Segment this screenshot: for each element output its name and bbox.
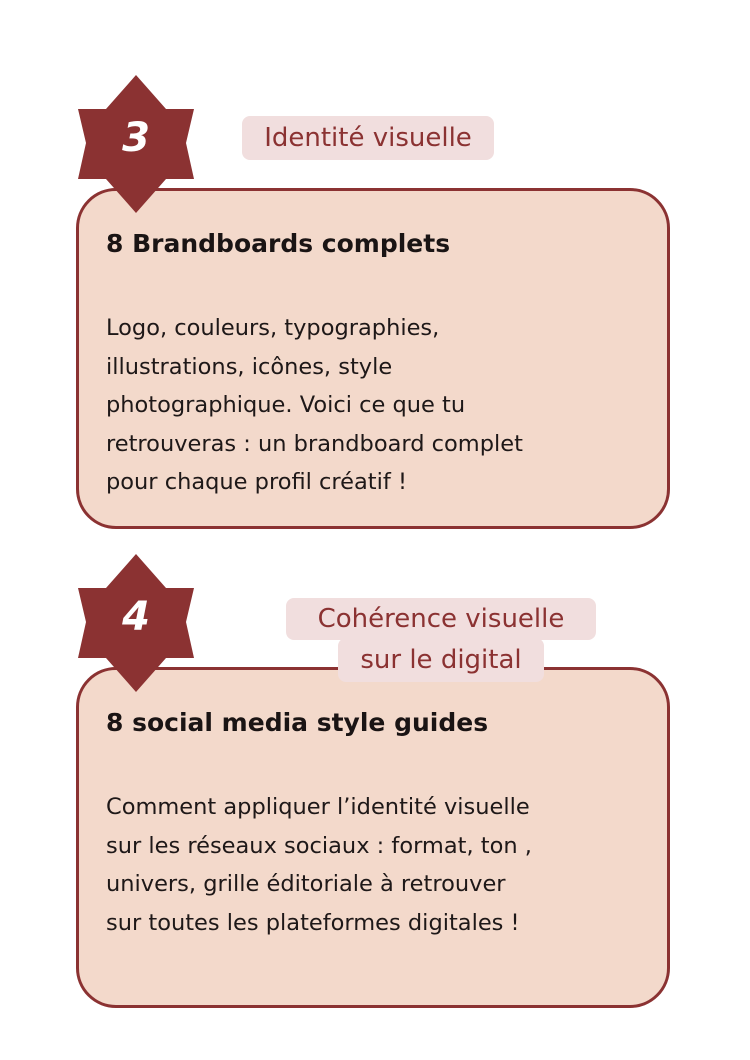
card-description bbox=[106, 788, 626, 942]
section-tag bbox=[242, 116, 494, 160]
description-line: illustrations, icônes, style bbox=[106, 353, 393, 380]
description-line: sur toutes les plateformes digitales ! bbox=[106, 909, 520, 936]
description-line: sur les réseaux sociaux : format, ton , bbox=[106, 832, 532, 859]
description-line: univers, grille éditoriale à retrouver bbox=[106, 871, 506, 897]
number-star-badge bbox=[74, 73, 198, 215]
section-number: 4 bbox=[122, 594, 150, 640]
description-line: Logo, couleurs, typographies, bbox=[106, 315, 440, 341]
section-tag bbox=[286, 598, 596, 640]
number-star-badge bbox=[74, 552, 198, 694]
description-line: photographique. Voici ce que tu bbox=[106, 392, 466, 418]
card-title: 8 social media style guides bbox=[106, 708, 489, 737]
section-tag-continued bbox=[338, 638, 544, 682]
tag-line: sur le digital bbox=[360, 645, 522, 675]
section-number: 3 bbox=[122, 115, 150, 161]
description-line: pour chaque profil créatif ! bbox=[106, 469, 407, 495]
description-line: Comment appliquer l’identité visuelle bbox=[106, 794, 530, 820]
tag-line: Cohérence visuelle bbox=[317, 604, 565, 634]
card-description bbox=[106, 309, 626, 502]
tag-line: Identité visuelle bbox=[264, 123, 472, 153]
feature-card bbox=[76, 667, 670, 1008]
feature-card bbox=[76, 188, 670, 529]
card-title: 8 Brandboards complets bbox=[106, 229, 451, 258]
description-line: retrouveras : un brandboard complet bbox=[106, 430, 523, 457]
